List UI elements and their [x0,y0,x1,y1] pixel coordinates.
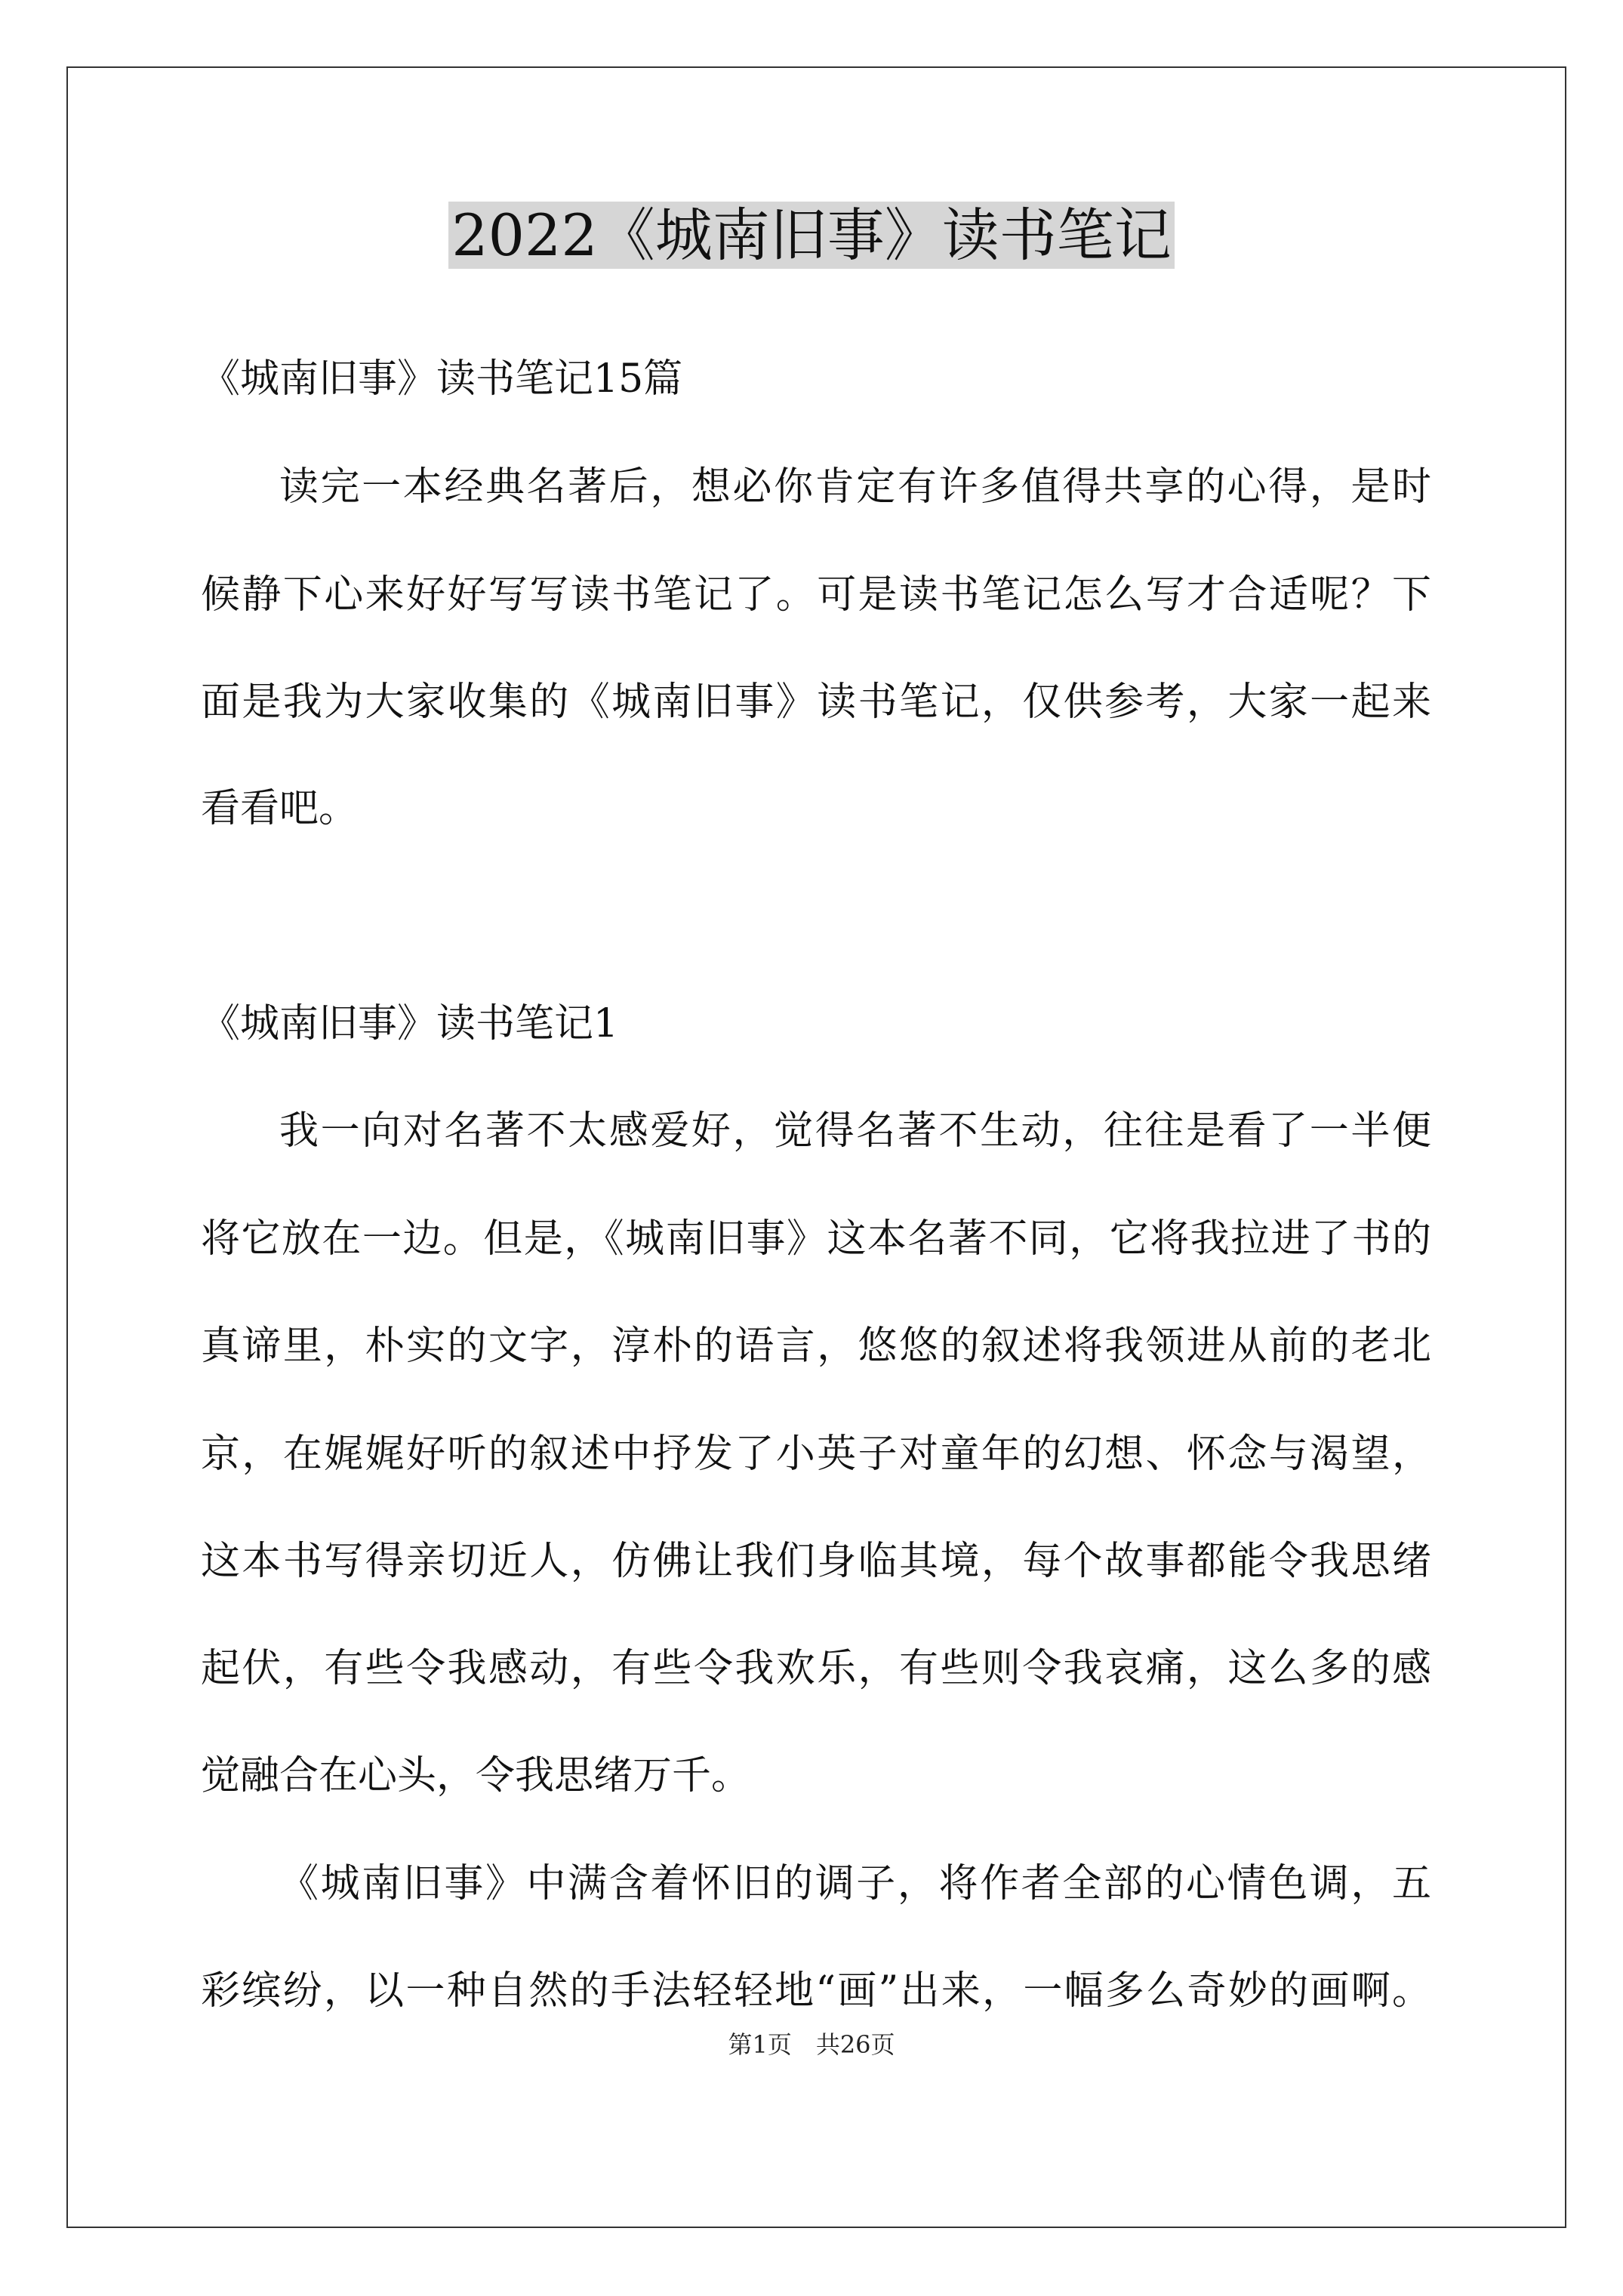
intro-line: 读完一本经典名著后，想必你肯定有许多值得共享的心得，是时 [279,464,1431,510]
paragraph-line: 将它放在一边。但是，《城南旧事》这本名著不同，它将我拉进了书的 [201,1216,1431,1262]
paragraph-line: 觉融合在心头，令我思绪万千。 [201,1753,751,1798]
intro-line: 候静下心来好好写写读书笔记了。可是读书笔记怎么写才合适呢？下 [201,572,1431,618]
paragraph-line: 起伏，有些令我感动，有些令我欢乐，有些则令我哀痛，这么多的感 [201,1646,1431,1691]
paragraph-line: 真谛里，朴实的文字，淳朴的语言，悠悠的叙述将我领进从前的老北 [201,1324,1431,1369]
document-subtitle: 《城南旧事》读书笔记15篇 [201,356,683,402]
section-heading: 《城南旧事》读书笔记1 [201,1001,619,1046]
paragraph-line: 《城南旧事》中满含着怀旧的调子，将作者全部的心情色调，五 [279,1861,1431,1906]
intro-line: 面是我为大家收集的《城南旧事》读书笔记，仅供参考，大家一起来 [201,680,1431,725]
paragraph-line: 我一向对名著不太感爱好，觉得名著不生动，往往是看了一半便 [279,1108,1431,1154]
paragraph-line: 京，在娓娓好听的叙述中抒发了小英子对童年的幻想、怀念与渴望， [201,1432,1431,1477]
document-title: 2022《城南旧事》读书笔记 [0,198,1623,273]
intro-line: 看看吧。 [201,786,359,831]
paragraph-line: 这本书写得亲切近人，仿佛让我们身临其境，每个故事都能令我思绪 [201,1539,1431,1584]
page-indicator: 第1页 共26页 [728,2030,895,2059]
paragraph-line: 彩缤纷，以一种自然的手法轻轻地“画”出来，一幅多么奇妙的画啊。 [201,1968,1431,2014]
